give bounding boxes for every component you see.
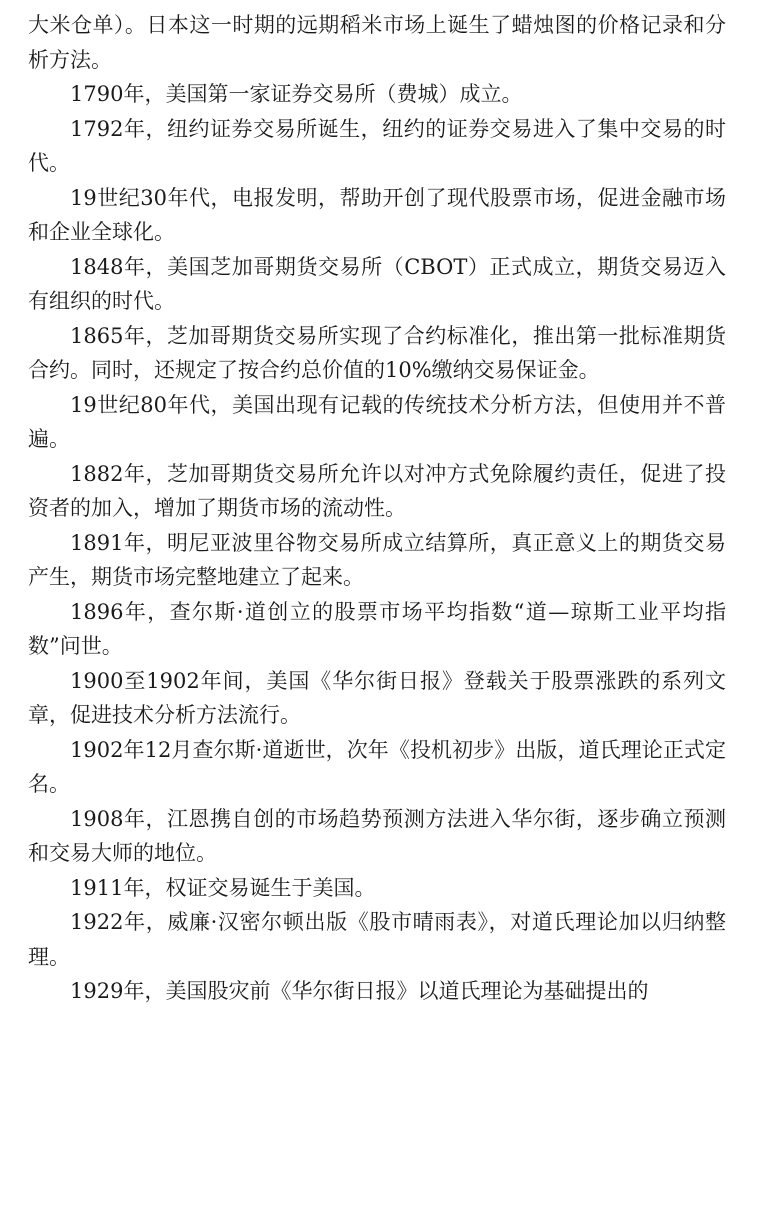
paragraph-2: 1790年，美国第一家证券交易所（费城）成立。 [70, 82, 523, 106]
paragraph-1: 大米仓单）。日本这一时期的远期稻米市场上诞生了蜡烛图的价格记录和分析方法。 [28, 13, 726, 72]
paragraph-6: 1865年，芝加哥期货交易所实现了合约标准化，推出第一批标准期货合约。同时，还规定了按合约总价值的10%缴纳交易保证金。 [28, 323, 726, 382]
document-page [28, 8, 726, 1009]
paragraph-13: 1908年，江恩携自创的市场趋势预测方法进入华尔街，逐步确立预测和交易大师的地位。 [28, 806, 726, 865]
paragraph-10: 1896年，查尔斯·道创立的股票市场平均指数“道—琼斯工业平均指数”问世。 [28, 599, 726, 658]
paragraph-11: 1900至1902年间，美国《华尔街日报》登载关于股票涨跌的系列文章，促进技术分析方法流行。 [28, 668, 726, 727]
paragraph-3: 1792年，纽约证券交易所诞生，纽约的证券交易进入了集中交易的时代。 [28, 116, 726, 175]
paragraph-8: 1882年，芝加哥期货交易所允许以对冲方式免除履约责任，促进了投资者的加入，增加了期货市场的流动性。 [28, 461, 726, 520]
paragraph-5: 1848年，美国芝加哥期货交易所（CBOT）正式成立，期货交易迈入有组织的时代。 [28, 254, 726, 313]
paragraph-16: 1929年，美国股灾前《华尔街日报》以道氏理论为基础提出的 [70, 979, 649, 1003]
paragraph-12: 1902年12月查尔斯·道逝世，次年《投机初步》出版，道氏理论正式定名。 [28, 737, 726, 796]
paragraph-9: 1891年，明尼亚波里谷物交易所成立结算所，真正意义上的期货交易产生，期货市场完整地建立了起来。 [28, 530, 726, 589]
paragraph-7: 19世纪80年代，美国出现有记载的传统技术分析方法，但使用并不普遍。 [28, 392, 726, 451]
paragraph-14: 1911年，权证交易诞生于美国。 [70, 875, 376, 900]
paragraph-15: 1922年，威廉·汉密尔顿出版《股市晴雨表》，对道氏理论加以归纳整理。 [28, 910, 726, 969]
paragraph-4: 19世纪30年代，电报发明，帮助开创了现代股票市场，促进金融市场和企业全球化。 [28, 185, 726, 244]
